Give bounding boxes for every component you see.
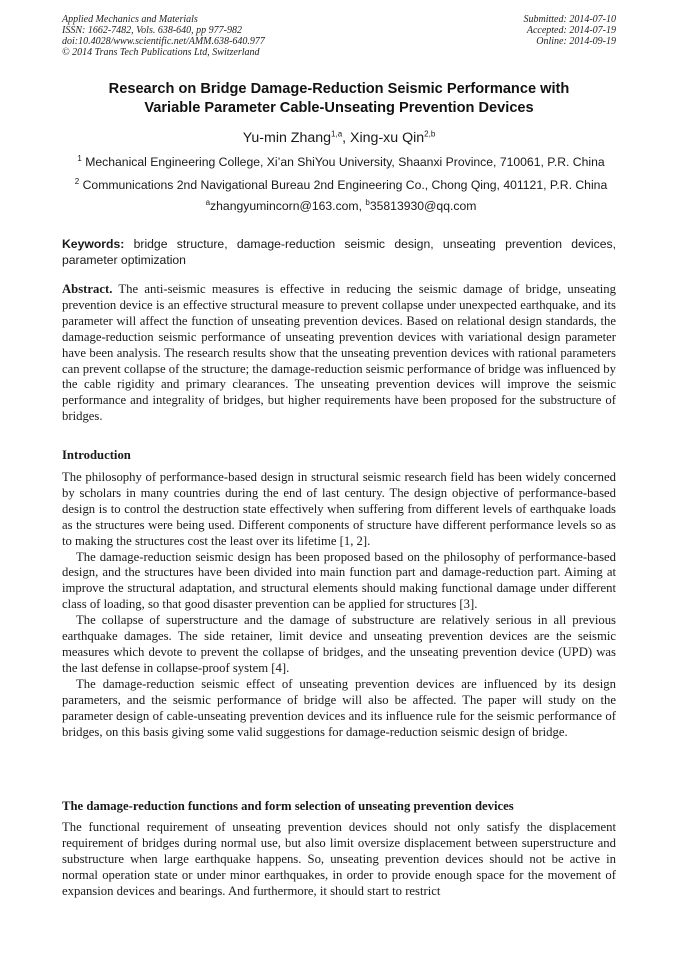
keywords-block bbox=[62, 236, 616, 268]
intro-paragraph-1: The philosophy of performance-based design in structural seismic research field has been widely concerned by scholars in many countries during the end of last century. The design objective of performance-based design is to control the destruction state effectively when suffering from different levels of earthquake loads as the structures were being used. Different components of structure have different performance levels so as to making the structures cost the least over its lifetime [1, 2]. bbox=[62, 470, 616, 548]
online-date: Online: 2014-09-19 bbox=[536, 36, 616, 47]
paper-title bbox=[62, 80, 616, 118]
doi-link[interactable]: doi:10.4028/www.scientific.net/AMM.638-640.977 bbox=[62, 36, 265, 47]
dates-info bbox=[524, 14, 617, 47]
section-2-body bbox=[62, 820, 616, 900]
copyright-line: © 2014 Trans Tech Publications Ltd, Switzerland bbox=[62, 47, 260, 58]
author-list bbox=[62, 129, 616, 147]
introduction-heading: Introduction bbox=[62, 448, 131, 462]
author-2-affil-marker: 2,b bbox=[424, 129, 436, 139]
page-header bbox=[62, 14, 616, 58]
issn-line: ISSN: 1662-7482, Vols. 638-640, pp 977-982 bbox=[62, 25, 242, 36]
email-a[interactable]: zhangyumincorn@163.com, bbox=[210, 199, 366, 213]
intro-paragraph-4: The damage-reduction seismic effect of unseating prevention devices are influenced by its design parameters, and the seismic performance of bridge will also be affected. The paper will study on the parameter design of cable-unseating prevention devices and its influence rule for the seismic performance of bridges, on this basis giving some valid suggestions for damage-reduction seismic design of bridge. bbox=[62, 676, 616, 739]
affiliation-2-text: Communications 2nd Navigational Bureau 2nd Engineering Co., Chong Qing, 401121, P.R. China bbox=[82, 178, 608, 192]
author-2: Xing-xu Qin bbox=[350, 130, 425, 146]
affiliation-1 bbox=[62, 155, 620, 170]
email-a-marker: a bbox=[205, 197, 211, 207]
intro-paragraph-3: The collapse of superstructure and the damage of substructure are relatively serious in all previous earthquake damages. The side retainer, limit device and unseating prevention devices are the seismic measures which devote to prevent the collapse of bridges, and the unseating prevention device (UPD) was the last defense in collapse-proof system [4]. bbox=[62, 613, 616, 675]
abstract-block bbox=[62, 282, 616, 425]
title-line-2: Variable Parameter Cable-Unseating Prevention Devices bbox=[144, 100, 534, 116]
intro-paragraph-2: The damage-reduction seismic design has been proposed based on the philosophy of performance-based design, and the structures have been divided into main function part and damage-reduction part. Aiming at improve the structural adaptation, and structural elements should making functional damage under different class of loading, so that good disaster prevention can be applied for structures [3]. bbox=[62, 549, 616, 612]
affiliation-2 bbox=[62, 178, 620, 193]
submitted-date: Submitted: 2014-07-10 bbox=[523, 14, 616, 25]
title-line-1: Research on Bridge Damage-Reduction Seismic Performance with bbox=[108, 81, 570, 97]
keywords-text: bridge structure, damage-reduction seismic design, unseating prevention devices, parameter optimization bbox=[62, 237, 616, 267]
journal-name: Applied Mechanics and Materials bbox=[62, 14, 198, 25]
introduction-body bbox=[62, 470, 616, 740]
affiliation-1-marker: 1 bbox=[77, 153, 82, 163]
accepted-date: Accepted: 2014-07-19 bbox=[526, 25, 616, 36]
email-line bbox=[62, 199, 620, 214]
abstract-text: The anti-seismic measures is effective in reducing the seismic damage of bridge, unseating prevention device is an effective structural measure to prevent collapse under unexpected earthquake, and its parameter will affect the function of unseating prevention devices. Based on relational design standards, the damage-reduction seismic performance of unseating prevention devices with variational design parameter have been analysis. The research results show that the unseating prevention devices with rational parameters can prevent collapse of the structure; the damage-reduction seismic performance of bridge was influenced by the cable rigidity and primary clearances. The unseating prevention devices will improve the seismic performance and integrality of bridges, but higher requirements have been proposed for the substructure of bridges. bbox=[62, 282, 616, 424]
email-b-marker: b bbox=[365, 197, 370, 207]
author-separator: , bbox=[342, 130, 351, 146]
affiliation-2-marker: 2 bbox=[74, 176, 80, 186]
author-1-affil-marker: 1,a bbox=[331, 129, 343, 139]
section-2-heading: The damage-reduction functions and form selection of unseating prevention devices bbox=[62, 799, 514, 813]
email-b[interactable]: 35813930@qq.com bbox=[369, 199, 477, 213]
author-1: Yu-min Zhang bbox=[242, 130, 332, 146]
section-2-paragraph-1: The functional requirement of unseating prevention devices should not only satisfy the displacement requirement of bridges during normal use, but also limit oversize displacement between superstructure and substructure when large earthquake happens. So, unseating prevention devices should not be active in normal operation state or under minor earthquakes, in order to provide enough space for the movement of expansion devices and bearings. And furthermore, it should start to restrict bbox=[62, 820, 616, 898]
journal-info bbox=[62, 14, 265, 58]
affiliation-1-text: Mechanical Engineering College, Xi’an ShiYou University, Shaanxi Province, 710061, P.R. China bbox=[85, 155, 605, 169]
abstract-label: Abstract. bbox=[62, 282, 113, 296]
keywords-label: Keywords: bbox=[62, 237, 125, 251]
